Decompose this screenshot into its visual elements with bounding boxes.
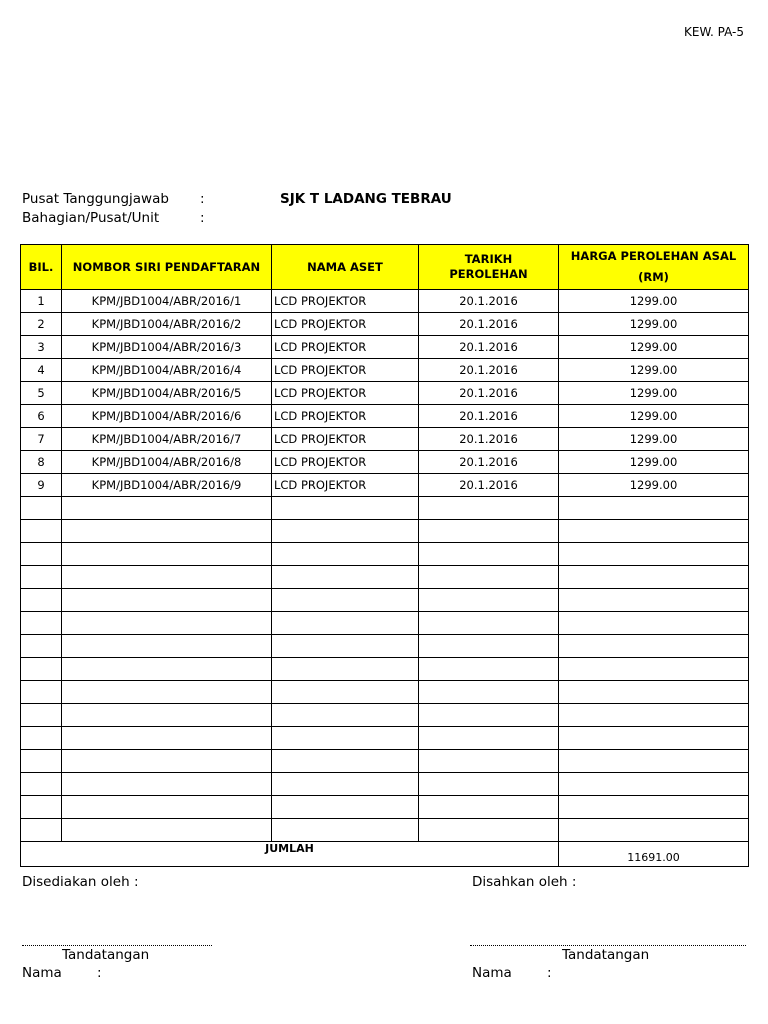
cell-bil: 4 xyxy=(21,359,62,382)
name-colon-left: : xyxy=(97,965,102,981)
empty-cell xyxy=(21,796,62,819)
pusat-label: Pusat Tanggungjawab xyxy=(22,191,169,207)
empty-cell xyxy=(62,750,272,773)
empty-cell xyxy=(559,520,749,543)
empty-cell xyxy=(559,543,749,566)
empty-cell xyxy=(419,796,559,819)
pusat-colon: : xyxy=(200,191,205,207)
table-row-empty xyxy=(21,796,749,819)
table-row-empty xyxy=(21,543,749,566)
empty-cell xyxy=(62,658,272,681)
empty-cell xyxy=(559,773,749,796)
cell-nama: LCD PROJEKTOR xyxy=(272,359,419,382)
cell-tarikh: 20.1.2016 xyxy=(419,336,559,359)
table-header-row xyxy=(21,245,749,290)
cell-nama: LCD PROJEKTOR xyxy=(272,336,419,359)
empty-cell xyxy=(272,819,419,842)
empty-cell xyxy=(419,566,559,589)
table-row xyxy=(21,313,749,336)
empty-cell xyxy=(272,658,419,681)
cell-harga: 1299.00 xyxy=(559,405,749,428)
header-harga-line2: (RM) xyxy=(638,270,669,284)
cell-bil: 7 xyxy=(21,428,62,451)
signature-label-left: Tandatangan xyxy=(62,947,150,963)
cell-tarikh: 20.1.2016 xyxy=(419,382,559,405)
cell-nombor: KPM/JBD1004/ABR/2016/9 xyxy=(62,474,272,497)
cell-harga: 1299.00 xyxy=(559,474,749,497)
cell-nombor: KPM/JBD1004/ABR/2016/7 xyxy=(62,428,272,451)
cell-nombor: KPM/JBD1004/ABR/2016/8 xyxy=(62,451,272,474)
table-row-empty xyxy=(21,612,749,635)
empty-cell xyxy=(419,497,559,520)
signature-label-right: Tandatangan xyxy=(562,947,650,963)
cell-bil: 1 xyxy=(21,290,62,313)
empty-cell xyxy=(62,773,272,796)
empty-cell xyxy=(419,658,559,681)
empty-cell xyxy=(419,589,559,612)
cell-harga: 1299.00 xyxy=(559,313,749,336)
empty-cell xyxy=(21,635,62,658)
empty-cell xyxy=(419,750,559,773)
empty-cell xyxy=(21,681,62,704)
empty-cell xyxy=(21,658,62,681)
form-code: KEW. PA-5 xyxy=(684,25,744,39)
empty-cell xyxy=(62,612,272,635)
empty-cell xyxy=(559,658,749,681)
cell-tarikh: 20.1.2016 xyxy=(419,313,559,336)
cell-nama: LCD PROJEKTOR xyxy=(272,382,419,405)
bahagian-colon: : xyxy=(200,210,205,226)
table-row-empty xyxy=(21,773,749,796)
empty-cell xyxy=(419,727,559,750)
name-row-left xyxy=(22,965,102,981)
table-row xyxy=(21,359,749,382)
empty-cell xyxy=(419,704,559,727)
header-nama: NAMA ASET xyxy=(272,245,419,290)
empty-cell xyxy=(559,589,749,612)
empty-cell xyxy=(272,497,419,520)
empty-cell xyxy=(419,681,559,704)
cell-nama: LCD PROJEKTOR xyxy=(272,474,419,497)
prepared-by-heading: Disediakan oleh : xyxy=(22,874,139,890)
empty-cell xyxy=(272,727,419,750)
empty-cell xyxy=(21,773,62,796)
cell-nombor: KPM/JBD1004/ABR/2016/6 xyxy=(62,405,272,428)
header-tarikh xyxy=(419,245,559,290)
empty-cell xyxy=(559,750,749,773)
empty-cell xyxy=(62,727,272,750)
cell-bil: 9 xyxy=(21,474,62,497)
total-label: JUMLAH xyxy=(21,842,559,867)
cell-tarikh: 20.1.2016 xyxy=(419,359,559,382)
empty-cell xyxy=(62,796,272,819)
cell-bil: 3 xyxy=(21,336,62,359)
cell-nama: LCD PROJEKTOR xyxy=(272,313,419,336)
bahagian-row xyxy=(22,210,280,226)
table-row-empty xyxy=(21,750,749,773)
table-row-empty xyxy=(21,635,749,658)
table-row xyxy=(21,405,749,428)
empty-cell xyxy=(272,589,419,612)
table-row xyxy=(21,290,749,313)
signature-line-right xyxy=(470,945,746,946)
empty-cell xyxy=(272,612,419,635)
name-colon-right: : xyxy=(547,965,552,981)
empty-cell xyxy=(272,796,419,819)
cell-harga: 1299.00 xyxy=(559,428,749,451)
cell-tarikh: 20.1.2016 xyxy=(419,405,559,428)
header-harga xyxy=(559,245,749,290)
cell-harga: 1299.00 xyxy=(559,382,749,405)
table-row xyxy=(21,336,749,359)
empty-cell xyxy=(62,635,272,658)
empty-cell xyxy=(559,566,749,589)
name-label-left: Nama xyxy=(22,965,62,981)
pusat-value: SJK T LADANG TEBRAU xyxy=(280,191,452,207)
empty-cell xyxy=(559,635,749,658)
empty-cell xyxy=(559,704,749,727)
name-row-right xyxy=(472,965,552,981)
table-row-empty xyxy=(21,727,749,750)
empty-cell xyxy=(272,773,419,796)
cell-nombor: KPM/JBD1004/ABR/2016/2 xyxy=(62,313,272,336)
empty-cell xyxy=(21,520,62,543)
cell-harga: 1299.00 xyxy=(559,290,749,313)
cell-nama: LCD PROJEKTOR xyxy=(272,428,419,451)
empty-cell xyxy=(21,497,62,520)
cell-nombor: KPM/JBD1004/ABR/2016/4 xyxy=(62,359,272,382)
empty-cell xyxy=(21,589,62,612)
table-row-empty xyxy=(21,658,749,681)
empty-cell xyxy=(272,704,419,727)
empty-cell xyxy=(21,543,62,566)
empty-cell xyxy=(559,819,749,842)
empty-cell xyxy=(419,819,559,842)
empty-cell xyxy=(272,543,419,566)
empty-cell xyxy=(21,750,62,773)
table-row-empty xyxy=(21,520,749,543)
cell-bil: 5 xyxy=(21,382,62,405)
cell-bil: 2 xyxy=(21,313,62,336)
empty-cell xyxy=(419,773,559,796)
empty-cell xyxy=(559,727,749,750)
total-value: 11691.00 xyxy=(559,842,749,867)
cell-tarikh: 20.1.2016 xyxy=(419,428,559,451)
empty-cell xyxy=(21,727,62,750)
cell-nombor: KPM/JBD1004/ABR/2016/5 xyxy=(62,382,272,405)
empty-cell xyxy=(21,704,62,727)
empty-cell xyxy=(21,566,62,589)
table-row-empty xyxy=(21,566,749,589)
empty-cell xyxy=(62,704,272,727)
cell-harga: 1299.00 xyxy=(559,336,749,359)
cell-nama: LCD PROJEKTOR xyxy=(272,290,419,313)
empty-cell xyxy=(272,681,419,704)
empty-cell xyxy=(559,681,749,704)
table-body xyxy=(21,290,749,842)
table-row-empty xyxy=(21,681,749,704)
cell-tarikh: 20.1.2016 xyxy=(419,474,559,497)
empty-cell xyxy=(419,543,559,566)
empty-cell xyxy=(62,681,272,704)
empty-cell xyxy=(559,497,749,520)
empty-cell xyxy=(272,566,419,589)
table-row xyxy=(21,451,749,474)
empty-cell xyxy=(62,543,272,566)
empty-cell xyxy=(419,612,559,635)
table-row-empty xyxy=(21,497,749,520)
table-row xyxy=(21,428,749,451)
table-row xyxy=(21,474,749,497)
signature-line-left xyxy=(22,945,212,946)
empty-cell xyxy=(62,589,272,612)
empty-cell xyxy=(21,612,62,635)
empty-cell xyxy=(272,635,419,658)
name-label-right: Nama xyxy=(472,965,512,981)
empty-cell xyxy=(419,520,559,543)
header-tarikh-line1: TARIKH xyxy=(464,252,513,266)
empty-cell xyxy=(62,497,272,520)
table-row-empty xyxy=(21,704,749,727)
header-nombor: NOMBOR SIRI PENDAFTARAN xyxy=(62,245,272,290)
cell-nombor: KPM/JBD1004/ABR/2016/1 xyxy=(62,290,272,313)
approved-by-heading: Disahkan oleh : xyxy=(472,874,577,890)
empty-cell xyxy=(419,635,559,658)
bahagian-label: Bahagian/Pusat/Unit xyxy=(22,210,160,226)
header-harga-line1: HARGA PEROLEHAN ASAL xyxy=(570,249,737,263)
empty-cell xyxy=(272,520,419,543)
empty-cell xyxy=(559,612,749,635)
table-row-empty xyxy=(21,819,749,842)
cell-nombor: KPM/JBD1004/ABR/2016/3 xyxy=(62,336,272,359)
empty-cell xyxy=(62,819,272,842)
header-bil: BIL. xyxy=(21,245,62,290)
cell-tarikh: 20.1.2016 xyxy=(419,290,559,313)
cell-harga: 1299.00 xyxy=(559,359,749,382)
table-row xyxy=(21,382,749,405)
asset-table xyxy=(20,244,749,867)
cell-harga: 1299.00 xyxy=(559,451,749,474)
header-tarikh-line2: PEROLEHAN xyxy=(449,267,528,281)
total-row xyxy=(21,842,749,867)
empty-cell xyxy=(21,819,62,842)
empty-cell xyxy=(559,796,749,819)
pusat-row xyxy=(22,191,452,207)
cell-nama: LCD PROJEKTOR xyxy=(272,451,419,474)
table-row-empty xyxy=(21,589,749,612)
empty-cell xyxy=(62,566,272,589)
empty-cell xyxy=(272,750,419,773)
cell-tarikh: 20.1.2016 xyxy=(419,451,559,474)
cell-bil: 6 xyxy=(21,405,62,428)
empty-cell xyxy=(62,520,272,543)
cell-nama: LCD PROJEKTOR xyxy=(272,405,419,428)
cell-bil: 8 xyxy=(21,451,62,474)
